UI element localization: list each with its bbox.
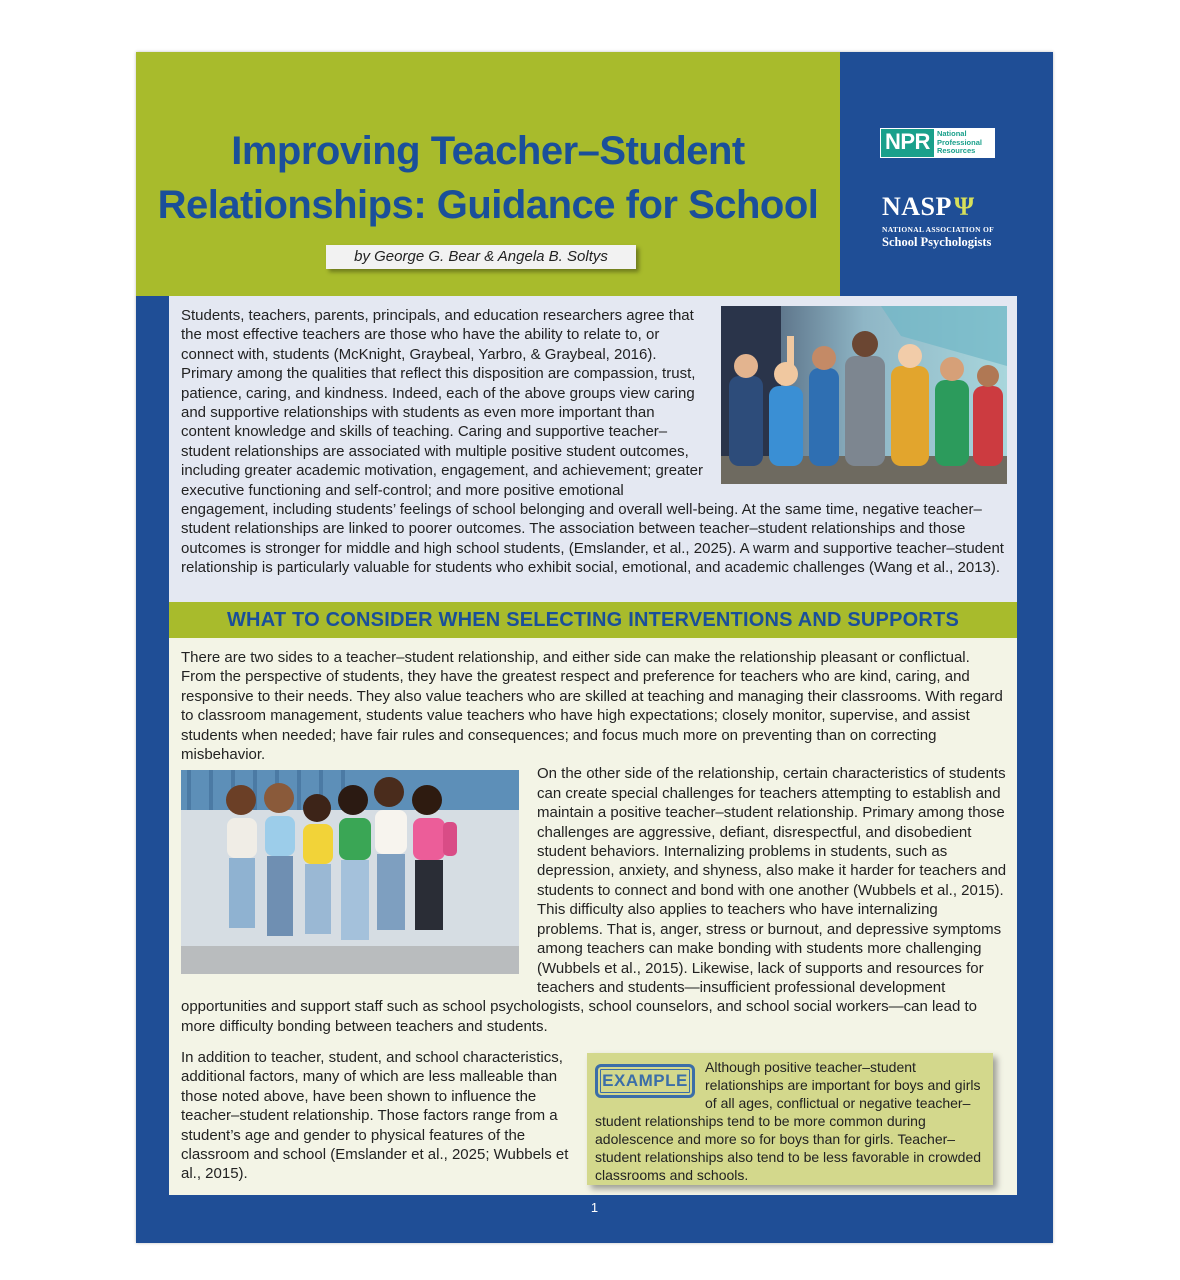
npr-logo-line-1: National (936, 129, 967, 138)
classroom-photo-illustration (721, 306, 1007, 484)
bottom-left-column (181, 1048, 577, 1184)
section-paragraph-2: On the other side of the relationship, certain characteristics of students can create special challenges for teachers attempting to establish and maintain a positive teacher–student relationship. Primary among those challenges are aggressive, defiant, disrespectful, and disobedient student behaviors. Internalizing problems in students, such as depression, anxiety, and shyness, also make it harder for teachers and students to connect and bond with one another (Wubbels et al., 2015). This difficulty also applies to teachers who have internalizing problems. That is, anger, stress or burnout, and depressive symptoms among teachers can make bonding with students more challenging (Wubbels et al., 2015). Likewise, lack of supports and resources for teachers and students—insufficient professional development opportunities and support staff such as school psychologists, school counselors, and school social workers—can lead to more difficulty bonding between teachers and students. (181, 765, 1007, 1035)
page-title (136, 124, 840, 232)
npr-logo-line-2: Professional (936, 137, 982, 147)
title-line-1: Improving Teacher–Student (231, 129, 745, 173)
section-paragraph-1: There are two sides to a teacher–student relationship, and either side can make the relationship pleasant or conflictual. From the perspective of students, they have the greatest respect and preference for teachers who are kind, caring, and responsive to their needs. They also value teachers who are skilled at teaching and managing their classrooms. With regard to classroom management, students value teachers who have high expectations; closely monitor, supervise, and assist students when needed; have fair rules and consequences; and focus much more on preventing than on correcting misbehavior. (181, 649, 1003, 764)
nasp-logo-line-2: School Psychologists (882, 235, 992, 249)
intro-text-block (181, 306, 1005, 578)
intro-paragraph: Students, teachers, parents, principals, and education researchers agree that the most effective teachers are those who have the ability to relate to, or connect with, students (McKnight, Graybeal, Yarbro, & Graybeal, 2016). Primary among the qualities that reflect this disposition are compassion, trust, patience, caring, and kindness. Indeed, each of the above groups view caring and supportive relationships with students as even more important than content knowledge and skills of teaching. Caring and supportive teacher–student relationships are associated with multiple positive student outcomes, including greater academic motivation, engagement, and achievement; greater executive functioning and self-control; and more positive emotional engagement, including students’ feelings of school belonging and overall well-being. At the same time, negative teacher–student relationships are linked to poorer outcomes. The association between teacher–student relationships and those outcomes is stronger for middle and high school students, (Emslander, et al., 2025). A warm and supportive teacher–student relationship is particularly valuable for students who exhibit social, emotional, and academic challenges (Wang et al., 2013). (181, 307, 1004, 577)
example-callout-body (595, 1058, 987, 1184)
body-panel (169, 296, 1017, 1195)
main-text-block (181, 648, 1007, 1036)
npr-logo-letters: NPR (881, 129, 934, 157)
intro-section (169, 296, 1017, 602)
header-band (136, 52, 840, 296)
classroom-photo (721, 306, 1007, 484)
npr-logo-words (934, 129, 994, 157)
nasp-logo-line-1: NATIONAL ASSOCIATION OF (882, 225, 995, 234)
nasp-logo-letters: NASP (882, 192, 952, 221)
npr-logo-line-3: Resources (936, 146, 976, 155)
nasp-logo (882, 192, 1022, 250)
psi-icon: Ψ (953, 192, 975, 221)
example-callout (587, 1053, 993, 1185)
document-page (136, 52, 1053, 1243)
npr-logo (880, 128, 995, 158)
section-heading: WHAT TO CONSIDER WHEN SELECTING INTERVENTIONS AND SUPPORTS (169, 602, 1017, 638)
section-paragraph-3: In addition to teacher, student, and school characteristics, additional factors, many of which are less malleable than those noted above, have been shown to influence the teacher–student relationship. Those factors range from a student’s age and gender to physical features of the classroom and school (Emslander et al., 2025; Wubbels et al., 2015). (181, 1049, 569, 1183)
page-number: 1 (590, 1200, 599, 1215)
students-jumping-photo (181, 770, 519, 974)
nasp-logo-word (882, 192, 1022, 222)
example-stamp: EXAMPLE (595, 1064, 695, 1098)
author-byline: by George G. Bear & Angela B. Soltys (326, 245, 636, 269)
students-jumping-illustration (181, 770, 519, 974)
title-line-2: Relationships: Guidance for School (157, 183, 819, 227)
example-text: Although positive teacher–student relationships are important for boys and girls of all ages, conflictual or negative teacher–student relationships tend to be more common during adolescence and more so for boys than for girls. Teacher–student relationships also tend to be less favorable in crowded classrooms and schools. (595, 1059, 982, 1183)
